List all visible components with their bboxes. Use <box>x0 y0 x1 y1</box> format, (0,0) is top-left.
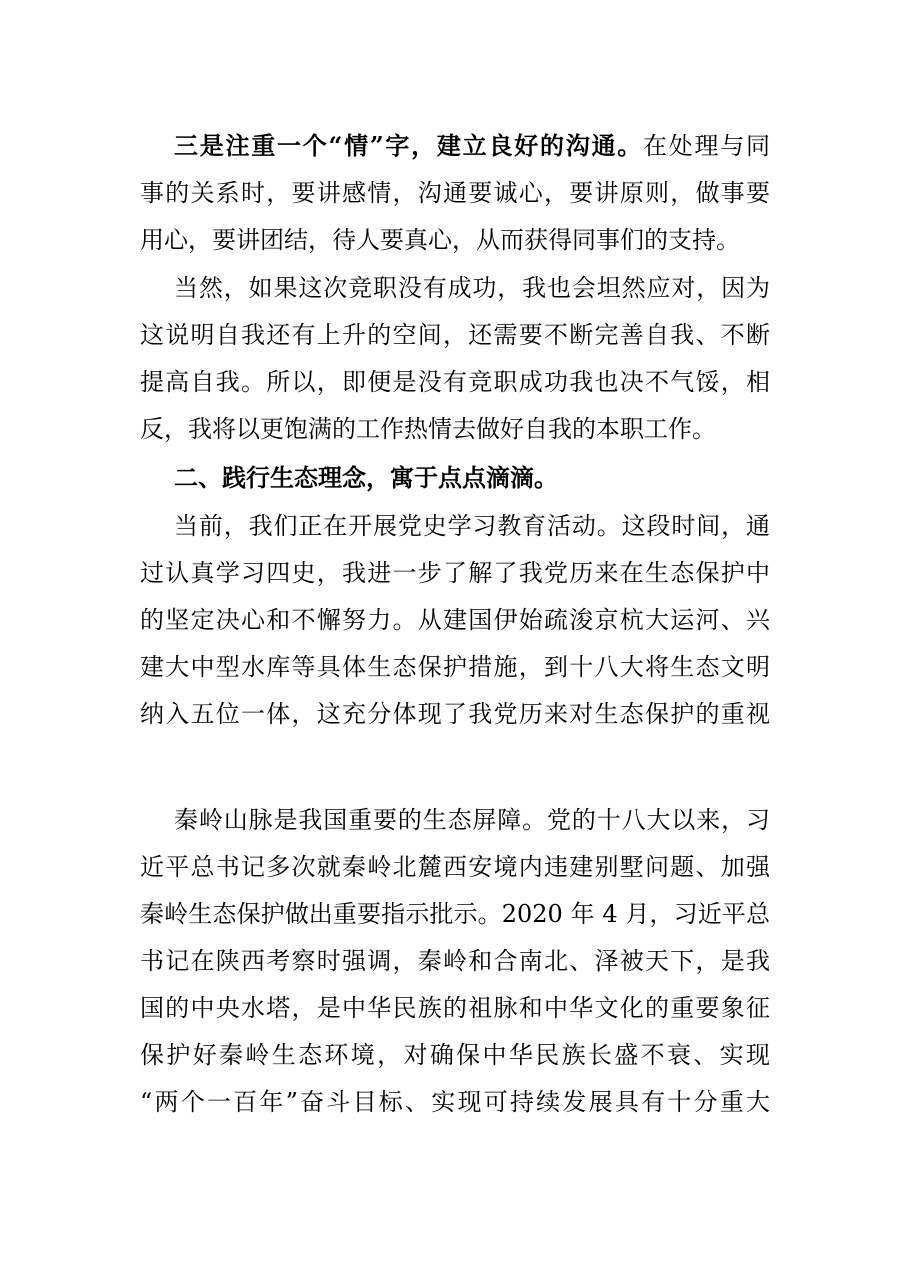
paragraph-line: 提高自我。所以，即便是没有竞职成功我也决不气馁，相 <box>140 368 770 396</box>
paragraph-line: 事的关系时，要讲感情，沟通要诚心，要讲原则，做事要 <box>140 179 770 207</box>
section-heading: 二、践行生态理念，寓于点点滴滴。 <box>174 463 558 492</box>
paragraph-line: 过认真学习四史，我进一步了解了我党历来在生态保护中 <box>140 559 770 587</box>
paragraph-line: 秦岭山脉是我国重要的生态屏障。党的十八大以来，习 <box>174 806 770 834</box>
paragraph-line: 书记在陕西考察时强调，秦岭和合南北、泽被天下，是我 <box>140 947 770 975</box>
paragraph-line: 这说明自我还有上升的空间，还需要不断完善自我、不断 <box>140 321 770 349</box>
paragraph-line <box>174 126 770 166</box>
paragraph-line: 用心，要讲团结，待人要真心，从而获得同事们的支持。 <box>140 226 740 254</box>
paragraph-line: 保护好秦岭生态环境，对确保中华民族长盛不衰、实现 <box>140 1041 770 1069</box>
paragraph-line: 秦岭生态保护做出重要指示批示。2020 年 4 月，习近平总 <box>140 900 770 928</box>
paragraph-line: 建大中型水库等具体生态保护措施，到十八大将生态文明 <box>140 653 770 681</box>
paragraph-text: 在处理与同 <box>642 132 771 160</box>
paragraph-line: 的坚定决心和不懈努力。从建国伊始疏浚京杭大运河、兴 <box>140 606 770 634</box>
paragraph-line: 当然，如果这次竞职没有成功，我也会坦然应对，因为 <box>174 274 770 302</box>
paragraph-line: 近平总书记多次就秦岭北麓西安境内违建别墅问题、加强 <box>140 853 770 881</box>
paragraph-line: 反，我将以更饱满的工作热情去做好自我的本职工作。 <box>140 415 716 443</box>
paragraph-line: 纳入五位一体，这充分体现了我党历来对生态保护的重视 <box>140 700 770 728</box>
paragraph-line: 当前，我们正在开展党史学习教育活动。这段时间，通 <box>174 512 770 540</box>
paragraph-line: “两个一百年”奋斗目标、实现可持续发展具有十分重大 <box>140 1088 770 1116</box>
paragraph-lead-bold: 三是注重一个“情”字，建立良好的沟通。 <box>174 131 643 160</box>
paragraph-line: 国的中央水塔，是中华民族的祖脉和中华文化的重要象征 <box>140 994 770 1022</box>
